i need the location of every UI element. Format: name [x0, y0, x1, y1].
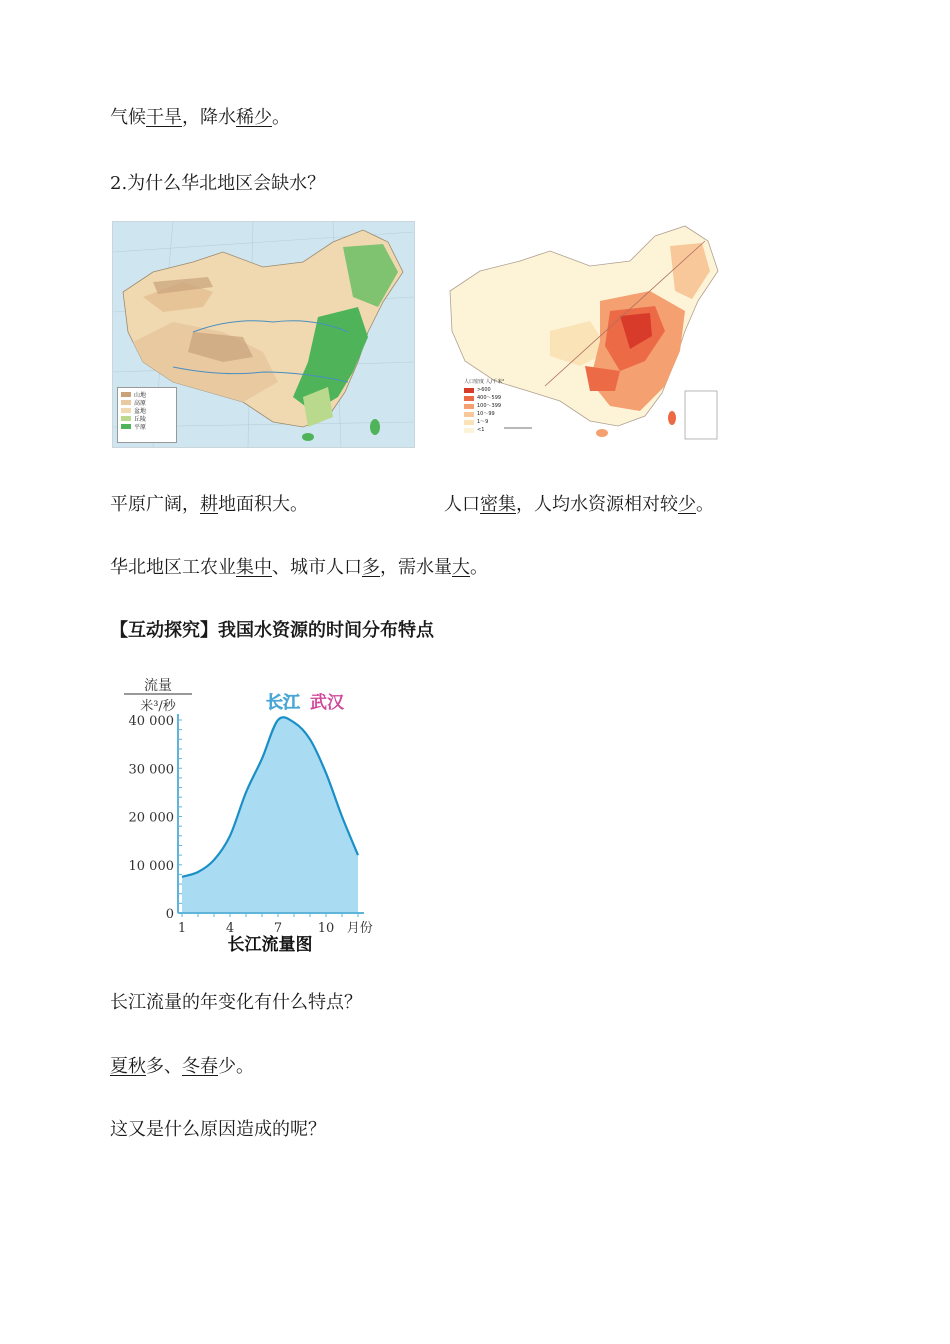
- population-legend-label: 400～599: [477, 394, 502, 401]
- x-tick-label: 10: [317, 921, 335, 936]
- y-tick-label: 30 000: [128, 762, 174, 778]
- text-segment: 。: [696, 494, 714, 515]
- section-heading: 【互动探究】我国水资源的时间分布特点: [110, 620, 434, 641]
- text-segment: 。: [470, 557, 488, 578]
- china-terrain-map: [112, 221, 415, 448]
- x-tick-label: 7: [273, 921, 283, 936]
- terrain-legend-item: [121, 406, 173, 414]
- terrain-legend-swatch: [121, 400, 131, 405]
- text-segment: 气候: [110, 107, 146, 128]
- population-legend-swatch: [464, 404, 474, 409]
- answer-seasons: [110, 1054, 254, 1080]
- text-segment: 人口: [444, 494, 480, 515]
- text-segment: 地面积大。: [218, 494, 308, 515]
- underlined-answer: 稀少: [236, 107, 272, 128]
- station-label-river: 长江: [266, 693, 300, 713]
- population-legend-title: 人口密度 人/千米²: [464, 379, 505, 385]
- terrain-legend-swatch: [121, 408, 131, 413]
- terrain-legend-item: [121, 390, 173, 398]
- y-tick-label: 10 000: [128, 858, 174, 874]
- text-segment: 平原广阔，: [110, 494, 200, 515]
- terrain-legend-label: 丘陵: [134, 415, 147, 423]
- text-segment: 少。: [218, 1056, 254, 1077]
- underlined-answer: 耕: [200, 494, 218, 515]
- population-legend-label: 10～99: [477, 410, 495, 417]
- population-legend-item: [464, 418, 524, 426]
- y-tick-label: 40 000: [128, 714, 174, 729]
- population-legend-item: [464, 426, 524, 434]
- question-2: 2.为什么华北地区会缺水？: [110, 173, 326, 194]
- population-legend-swatch: [464, 388, 474, 393]
- x-tick-label: 4: [225, 921, 235, 936]
- population-legend-item: [464, 410, 524, 418]
- text-segment: ，降水: [182, 107, 236, 128]
- answer-population: [444, 492, 714, 518]
- underlined-answer: 大: [452, 557, 470, 578]
- terrain-legend-swatch: [121, 424, 131, 429]
- underlined-answer: 少: [678, 494, 696, 515]
- station-label-city: 武汉: [310, 693, 344, 713]
- terrain-legend-label: 盆地: [134, 407, 147, 415]
- climate-line: [110, 105, 290, 131]
- y-axis-label: 流量: [144, 678, 172, 694]
- y-tick-label: 20 000: [128, 810, 174, 826]
- answer-plains: [110, 492, 308, 518]
- population-legend-item: [464, 402, 524, 410]
- y-axis-unit: 米³/秒: [140, 699, 176, 714]
- terrain-legend-item: [121, 398, 173, 406]
- underlined-answer: 干旱: [146, 107, 182, 128]
- terrain-legend: [117, 387, 177, 443]
- underlined-answer: 夏秋: [110, 1056, 146, 1077]
- population-legend-label: 100～399: [477, 402, 502, 409]
- population-legend-swatch: [464, 396, 474, 401]
- answer-industry: [110, 555, 488, 581]
- population-legend-swatch: [464, 428, 474, 433]
- question-4: 这又是什么原因造成的呢？: [110, 1119, 326, 1140]
- population-legend-label: >600: [477, 386, 491, 393]
- x-tick-label: 1: [177, 921, 187, 936]
- text-segment: 。: [272, 107, 290, 128]
- china-population-density-map: [440, 221, 722, 446]
- question-3: 长江流量的年变化有什么特点？: [110, 992, 362, 1013]
- terrain-legend-item: [121, 422, 173, 430]
- underlined-answer: 冬春: [182, 1056, 218, 1077]
- population-legend-swatch: [464, 412, 474, 417]
- terrain-legend-label: 山地: [134, 391, 147, 399]
- underlined-answer: 多: [362, 557, 380, 578]
- text-segment: 华北地区工农业: [110, 557, 236, 578]
- chart-title: 长江流量图: [227, 935, 313, 955]
- text-segment: 、城市人口: [272, 557, 362, 578]
- x-axis-unit: 月份: [346, 921, 373, 936]
- population-legend-item: [464, 394, 524, 402]
- text-segment: ，需水量: [380, 557, 452, 578]
- population-legend-label: 1～9: [477, 418, 489, 425]
- underlined-answer: 集中: [236, 557, 272, 578]
- text-segment: ，人均水资源相对较: [516, 494, 678, 515]
- terrain-legend-item: [121, 414, 173, 422]
- terrain-legend-swatch: [121, 416, 131, 421]
- population-legend: [464, 379, 524, 441]
- flow-area: [182, 717, 358, 913]
- population-legend-swatch: [464, 420, 474, 425]
- population-legend-item: [464, 386, 524, 394]
- terrain-legend-label: 高原: [134, 399, 147, 407]
- y-tick-label: 0: [165, 907, 174, 922]
- terrain-legend-label: 平原: [134, 423, 147, 431]
- terrain-legend-swatch: [121, 392, 131, 397]
- yangtze-flow-chart: [118, 672, 388, 962]
- population-legend-label: <1: [477, 426, 485, 433]
- text-segment: 多、: [146, 1056, 182, 1077]
- underlined-answer: 密集: [480, 494, 516, 515]
